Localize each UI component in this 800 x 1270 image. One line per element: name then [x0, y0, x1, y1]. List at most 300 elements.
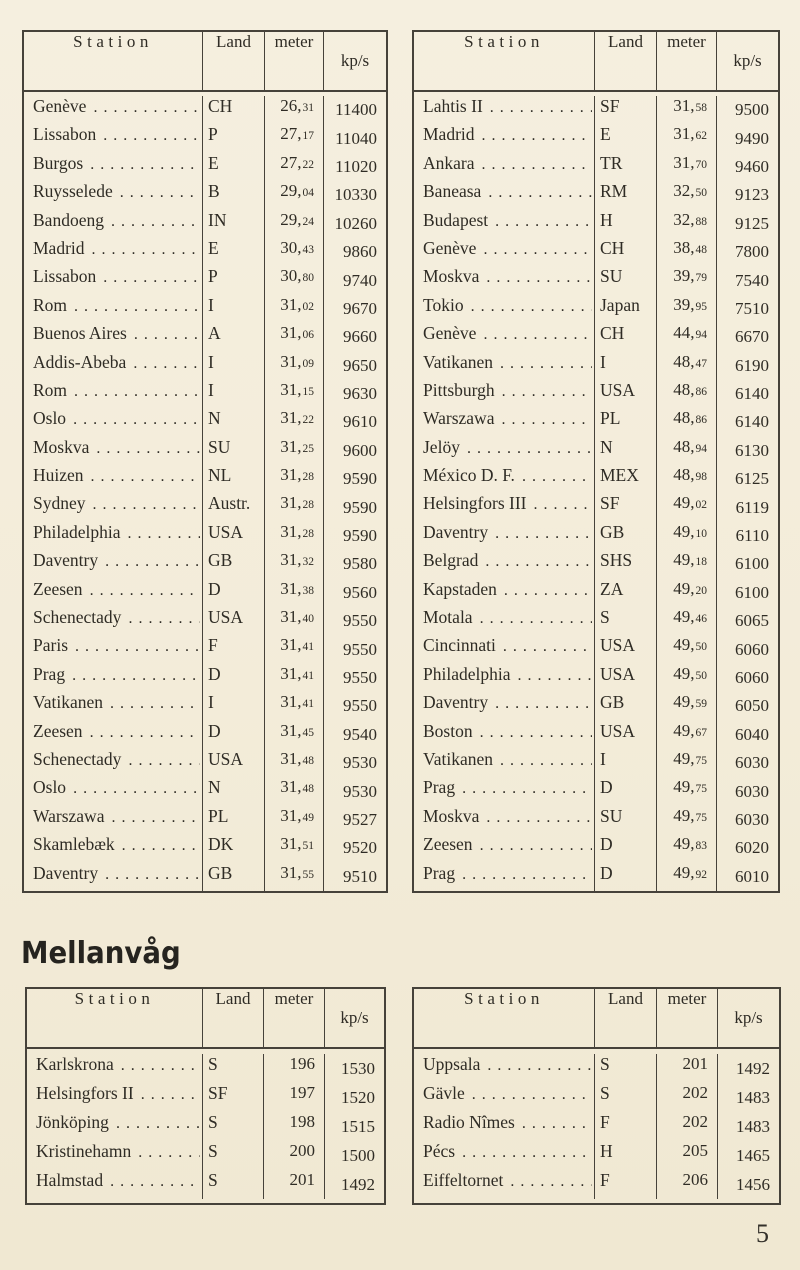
meter-decimal: 31: [302, 102, 314, 114]
table-header: [414, 989, 779, 1049]
cell-station: [24, 522, 203, 550]
meter-decimal: 09: [302, 357, 314, 370]
table-row: [414, 1170, 779, 1199]
dot-leader: [480, 834, 592, 855]
dot-leader: [134, 323, 200, 344]
page-number: 5: [756, 1219, 769, 1248]
cell-meter: 44, 94: [657, 323, 717, 351]
table-body: [27, 1049, 384, 1203]
station-name: Moskva: [423, 266, 480, 287]
cell-meter: 31, 48: [265, 777, 324, 805]
station-name: Lissabon: [33, 124, 97, 145]
column-header-land: Land: [203, 989, 264, 1047]
cell-land: A: [203, 323, 265, 351]
station-name: Madrid: [423, 124, 475, 145]
meter-decimal: 55: [302, 868, 314, 881]
station-name: Cincinnati: [423, 635, 496, 656]
cell-land: E: [595, 124, 657, 152]
dot-leader: [90, 153, 200, 174]
dot-leader: [510, 1170, 592, 1191]
cell-kps: 11020: [335, 156, 377, 176]
mediumwave-table-left: [25, 987, 386, 1205]
cell-meter: 49, 20: [657, 579, 717, 607]
cell-station: [414, 210, 595, 238]
cell-land: USA: [595, 635, 657, 663]
table-row: [24, 380, 386, 408]
shortwave-table-right: [412, 30, 780, 893]
cell-land: USA: [203, 607, 265, 635]
dot-leader: [490, 96, 592, 117]
cell-land: E: [203, 238, 265, 266]
cell-land: S: [203, 1054, 264, 1083]
station-name: Vatikanen: [33, 692, 103, 713]
station-name: Oslo: [33, 777, 67, 798]
cell-land: NL: [203, 465, 265, 493]
station-name: Kristinehamn: [36, 1141, 132, 1161]
cell-meter: 49, 67: [657, 721, 717, 749]
cell-meter: 30, 80: [265, 266, 324, 294]
meter-decimal: 22: [302, 158, 314, 171]
station-name: Boston: [423, 720, 473, 741]
table-header: [24, 32, 386, 92]
cell-meter: 26, 31: [265, 96, 324, 124]
cell-station: [414, 295, 595, 323]
cell-land: MEX: [595, 465, 657, 493]
cell-land: I: [203, 380, 265, 408]
cell-land: SU: [595, 806, 657, 834]
table-row: [414, 408, 778, 436]
cell-meter: 31, 28: [265, 493, 324, 521]
cell-kps: 6670: [735, 327, 769, 347]
cell-land: S: [203, 1170, 264, 1199]
station-name: Jönköping: [36, 1112, 109, 1132]
cell-land: D: [203, 721, 265, 749]
cell-land: I: [595, 352, 657, 380]
cell-meter: 49, 75: [657, 777, 717, 805]
cell-kps: 11040: [335, 128, 377, 148]
station-name: Helsingfors II: [36, 1083, 134, 1103]
cell-meter: 29, 04: [265, 181, 324, 209]
cell-kps: 6010: [735, 866, 769, 886]
dot-leader: [495, 692, 592, 713]
station-name: Daventry: [33, 862, 99, 883]
meter-decimal: 51: [302, 840, 314, 853]
cell-kps: 6125: [735, 469, 769, 489]
cell-station: [27, 1170, 203, 1199]
station-name: Addis-Abeba: [33, 351, 127, 372]
cell-kps: 9580: [343, 554, 377, 574]
dot-leader: [90, 579, 200, 600]
section-heading-mellanvag: Mellanvåg: [21, 936, 181, 971]
dot-leader: [74, 295, 200, 316]
column-header-station: Station: [27, 989, 203, 1047]
meter-decimal: 75: [695, 811, 707, 824]
cell-meter: 39, 95: [657, 295, 717, 323]
station-name: Skamlebæk: [33, 834, 115, 855]
table-row: [414, 96, 778, 124]
meter-decimal: 88: [695, 215, 707, 228]
cell-kps: 9123: [735, 185, 769, 205]
column-header-land: Land: [203, 32, 265, 90]
station-name: Daventry: [423, 521, 489, 542]
dot-leader: [487, 1054, 592, 1075]
meter-decimal: 25: [302, 442, 314, 455]
cell-kps: 6130: [735, 440, 769, 460]
cell-land: I: [203, 692, 265, 720]
dot-leader: [93, 96, 200, 117]
cell-land: Austr.: [203, 493, 265, 521]
cell-land: S: [595, 1054, 657, 1083]
station-name: Schenectady: [33, 607, 122, 628]
column-header-land: Land: [595, 989, 657, 1047]
table-row: [414, 863, 778, 891]
cell-land: USA: [595, 380, 657, 408]
station-name: Budapest: [423, 209, 489, 230]
table-body: [414, 1049, 779, 1203]
table-row: [24, 721, 386, 749]
meter-decimal: 45: [302, 726, 314, 739]
cell-meter: 49, 18: [657, 550, 717, 578]
dot-leader: [138, 1141, 200, 1162]
cell-meter: 32, 50: [657, 181, 717, 209]
cell-meter: 31, 09: [265, 352, 324, 380]
meter-decimal: 83: [695, 840, 707, 853]
cell-station: [24, 664, 203, 692]
cell-land: ZA: [595, 579, 657, 607]
station-name: Genève: [423, 237, 477, 258]
table-row: [24, 863, 386, 891]
cell-kps: 9510: [343, 866, 377, 886]
cell-kps: 6050: [735, 696, 769, 716]
station-name: Ankara: [423, 152, 475, 173]
meter-decimal: 10: [695, 527, 707, 540]
meter-decimal: 38: [302, 584, 314, 597]
table-row: [414, 635, 778, 663]
dot-leader: [482, 124, 592, 145]
table-row: [414, 124, 778, 152]
cell-meter: 49, 46: [657, 607, 717, 635]
cell-station: [24, 238, 203, 266]
table-row: [414, 550, 778, 578]
table-row: [27, 1170, 384, 1199]
cell-kps: 6100: [735, 554, 769, 574]
station-name: Huizen: [33, 465, 84, 486]
cell-land: GB: [595, 522, 657, 550]
cell-kps: 6100: [735, 582, 769, 602]
cell-meter: 31, 70: [657, 153, 717, 181]
cell-meter: 30, 43: [265, 238, 324, 266]
cell-meter: 31, 06: [265, 323, 324, 351]
cell-kps: 9590: [343, 497, 377, 517]
table-row: [24, 465, 386, 493]
cell-kps: 6140: [735, 384, 769, 404]
cell-meter: 49, 50: [657, 635, 717, 663]
cell-meter: 31, 45: [265, 721, 324, 749]
cell-meter: 205: [657, 1141, 718, 1170]
meter-decimal: 95: [695, 300, 707, 313]
cell-kps: 10260: [334, 213, 377, 233]
cell-station: [414, 124, 595, 152]
cell-land: P: [203, 124, 265, 152]
table-row: [24, 323, 386, 351]
meter-decimal: 92: [695, 868, 707, 881]
cell-land: D: [595, 863, 657, 891]
cell-meter: 27, 17: [265, 124, 324, 152]
cell-meter: 31, 32: [265, 550, 324, 578]
meter-decimal: 67: [695, 726, 707, 739]
table-row: [414, 579, 778, 607]
column-header-kps: kp/s: [734, 1008, 763, 1027]
dot-leader: [483, 238, 592, 259]
cell-meter: 49, 83: [657, 834, 717, 862]
meter-decimal: 48: [302, 754, 314, 767]
station-name: Gävle: [423, 1083, 465, 1103]
cell-station: [414, 692, 595, 720]
meter-decimal: 41: [302, 698, 314, 711]
cell-station: [414, 408, 595, 436]
table-row: [24, 834, 386, 862]
cell-land: I: [595, 749, 657, 777]
cell-station: [24, 210, 203, 238]
cell-kps: 11400: [335, 100, 377, 120]
station-name: Pittsburgh: [423, 379, 495, 400]
meter-decimal: 75: [695, 754, 707, 767]
station-name: Vatikanen: [423, 748, 493, 769]
cell-kps: 1520: [341, 1087, 375, 1107]
cell-station: [414, 834, 595, 862]
cell-meter: 31, 02: [265, 295, 324, 323]
table-header: [414, 32, 778, 92]
table-row: [24, 266, 386, 294]
station-name: Genève: [33, 96, 87, 116]
dot-leader: [472, 1083, 592, 1104]
cell-land: Japan: [595, 295, 657, 323]
cell-kps: 10330: [334, 185, 377, 205]
table-row: [414, 1054, 779, 1083]
cell-meter: 31, 28: [265, 465, 324, 493]
cell-kps: 6020: [735, 838, 769, 858]
cell-station: [414, 437, 595, 465]
dot-leader: [128, 749, 200, 770]
table-row: [414, 522, 778, 550]
meter-decimal: 94: [695, 442, 707, 455]
cell-station: [24, 153, 203, 181]
cell-meter: 38, 48: [657, 238, 717, 266]
table-row: [24, 295, 386, 323]
meter-decimal: 80: [302, 272, 314, 285]
meter-decimal: 24: [302, 215, 314, 228]
cell-kps: 7800: [735, 242, 769, 262]
cell-land: PL: [203, 806, 265, 834]
cell-kps: 9540: [343, 724, 377, 744]
dot-leader: [73, 777, 200, 798]
cell-kps: 9740: [343, 270, 377, 290]
cell-kps: 7510: [735, 298, 769, 318]
cell-kps: 9630: [343, 384, 377, 404]
station-name: Radio Nîmes: [423, 1112, 515, 1132]
cell-land: SF: [595, 96, 657, 124]
table-row: [24, 635, 386, 663]
cell-land: RM: [595, 181, 657, 209]
meter-decimal: 47: [695, 357, 707, 370]
meter-decimal: 02: [695, 499, 707, 512]
cell-meter: 201: [657, 1054, 718, 1083]
cell-kps: 9500: [735, 100, 769, 120]
cell-land: I: [203, 352, 265, 380]
cell-kps: 1500: [341, 1145, 375, 1165]
cell-kps: 9610: [343, 412, 377, 432]
cell-station: [24, 323, 203, 351]
table-row: [414, 210, 778, 238]
dot-leader: [504, 579, 592, 600]
cell-meter: 49, 02: [657, 493, 717, 521]
table-body: [24, 92, 386, 891]
cell-station: [414, 635, 595, 663]
cell-land: USA: [203, 749, 265, 777]
table-row: [414, 181, 778, 209]
cell-station: [414, 664, 595, 692]
cell-station: [27, 1112, 203, 1141]
table-row: [414, 1141, 779, 1170]
cell-land: H: [595, 1141, 657, 1170]
table-row: [24, 124, 386, 152]
cell-kps: 6190: [735, 355, 769, 375]
meter-decimal: 58: [695, 102, 707, 114]
table-row: [414, 692, 778, 720]
cell-kps: 9660: [343, 327, 377, 347]
cell-station: [414, 323, 595, 351]
cell-meter: 31, 41: [265, 692, 324, 720]
station-name: Eiffeltornet: [423, 1170, 504, 1190]
station-name: Buenos Aires: [33, 323, 127, 344]
cell-kps: 9670: [343, 298, 377, 318]
dot-leader: [133, 352, 200, 373]
dot-leader: [485, 550, 592, 571]
meter-decimal: 18: [695, 556, 707, 569]
dot-leader: [103, 266, 200, 287]
column-header-meter: meter: [265, 32, 324, 90]
cell-land: GB: [595, 692, 657, 720]
table-row: [414, 749, 778, 777]
cell-station: [414, 777, 595, 805]
station-name: Ruysselede: [33, 181, 113, 202]
meter-decimal: 20: [695, 584, 707, 597]
station-name: Sydney: [33, 493, 86, 514]
meter-decimal: 62: [695, 130, 707, 143]
cell-station: [24, 749, 203, 777]
column-header-kps: kp/s: [340, 51, 370, 70]
table-row: [414, 806, 778, 834]
meter-decimal: 28: [302, 471, 314, 484]
station-name: Zeesen: [423, 834, 473, 855]
cell-station: [24, 266, 203, 294]
table-row: [414, 323, 778, 351]
cell-land: SF: [595, 493, 657, 521]
cell-station: [24, 692, 203, 720]
cell-kps: 9527: [343, 809, 377, 829]
cell-station: [414, 607, 595, 635]
cell-kps: 1492: [736, 1058, 770, 1078]
cell-land: N: [203, 777, 265, 805]
table-row: [414, 380, 778, 408]
meter-decimal: 70: [695, 158, 707, 171]
dot-leader: [120, 181, 200, 202]
cell-meter: 29, 24: [265, 210, 324, 238]
cell-station: [414, 352, 595, 380]
cell-station: [24, 437, 203, 465]
station-name: Kapstaden: [423, 578, 497, 599]
table-row: [27, 1054, 384, 1083]
station-name: Warszawa: [423, 408, 495, 429]
dot-leader: [110, 692, 200, 713]
cell-meter: 31, 41: [265, 664, 324, 692]
station-name: Vatikanen: [423, 351, 493, 372]
cell-station: [414, 1112, 595, 1141]
column-header-meter: meter: [264, 989, 325, 1047]
dot-leader: [462, 1141, 592, 1162]
table-header: [27, 989, 384, 1049]
cell-meter: 49, 92: [657, 863, 717, 891]
cell-kps: 6110: [735, 526, 769, 546]
meter-decimal: 41: [302, 641, 314, 654]
column-header-station: Station: [24, 32, 203, 90]
column-header-meter: meter: [657, 32, 717, 90]
station-name: Oslo: [33, 408, 67, 429]
cell-kps: 1530: [341, 1058, 375, 1078]
cell-land: H: [595, 210, 657, 238]
table-row: [27, 1141, 384, 1170]
cell-kps: 6030: [735, 753, 769, 773]
cell-kps: 9560: [343, 582, 377, 602]
cell-land: D: [203, 664, 265, 692]
meter-decimal: 40: [302, 613, 314, 626]
cell-meter: 31, 38: [265, 579, 324, 607]
cell-land: D: [203, 579, 265, 607]
cell-station: [414, 863, 595, 891]
cell-station: [414, 550, 595, 578]
cell-land: GB: [203, 550, 265, 578]
cell-land: SF: [203, 1083, 264, 1112]
dot-leader: [111, 210, 200, 231]
cell-kps: 9550: [343, 668, 377, 687]
meter-decimal: 32: [302, 556, 314, 569]
meter-decimal: 75: [695, 783, 707, 796]
table-row: [414, 266, 778, 294]
meter-decimal: 98: [695, 471, 707, 484]
cell-station: [24, 295, 203, 323]
dot-leader: [501, 408, 592, 429]
cell-kps: 9125: [735, 213, 769, 233]
cell-kps: 6030: [735, 809, 769, 829]
dot-leader: [480, 607, 592, 628]
cell-kps: 1483: [736, 1116, 770, 1136]
cell-meter: 48, 86: [657, 408, 717, 436]
cell-land: IN: [203, 210, 265, 238]
station-name: Moskva: [423, 805, 480, 826]
dot-leader: [534, 493, 592, 514]
cell-kps: 9460: [735, 156, 769, 176]
cell-kps: 9590: [343, 526, 377, 546]
meter-decimal: 06: [302, 329, 314, 342]
cell-station: [27, 1054, 203, 1083]
table-row: [27, 1083, 384, 1112]
station-name: Madrid: [33, 237, 85, 258]
cell-kps: 9550: [343, 696, 377, 716]
cell-meter: 48, 47: [657, 352, 717, 380]
meter-decimal: 94: [695, 329, 707, 342]
dot-leader: [75, 635, 200, 656]
station-name: Helsingfors III: [423, 493, 527, 514]
